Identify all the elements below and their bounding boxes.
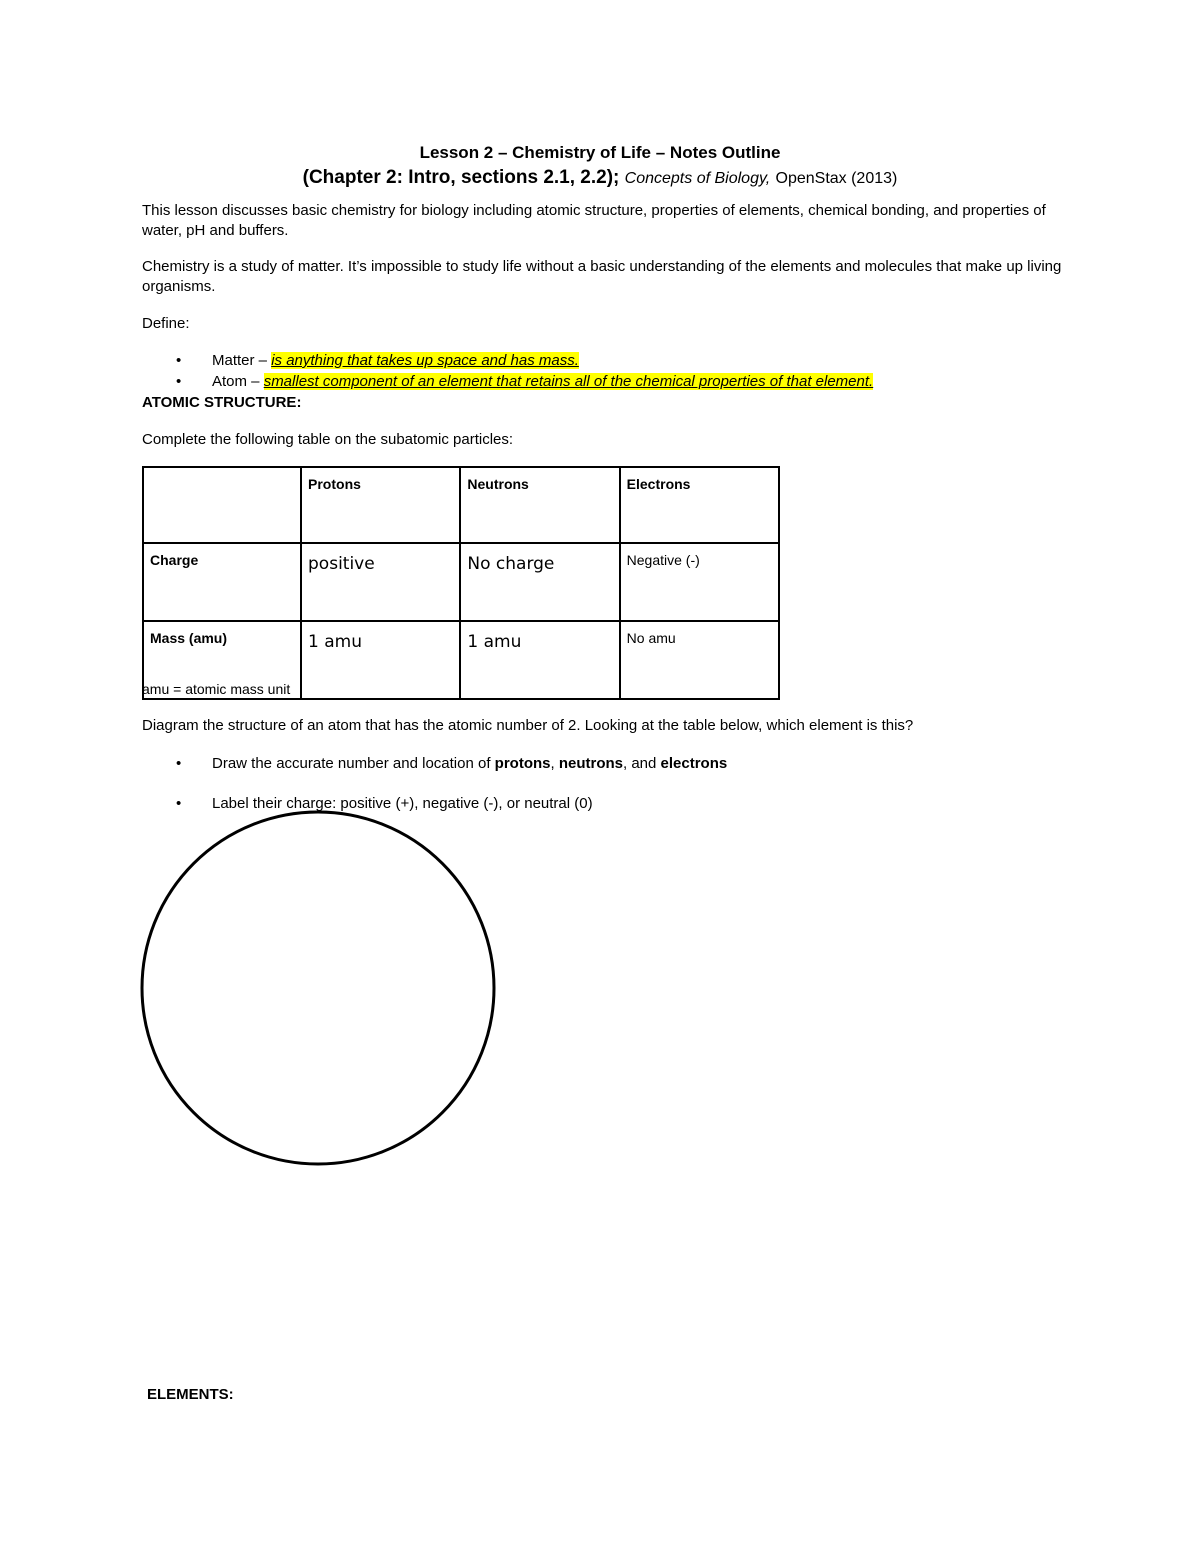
atomic-structure-heading: ATOMIC STRUCTURE: [142,394,302,411]
table-cell: 1 amu [301,621,460,699]
diagram-question: Diagram the structure of an atom that has the atomic number of 2. Looking at the table below, which element is this? [142,717,914,734]
bullet-icon: • [176,755,182,772]
table-row-label: Mass (amu) [143,621,301,699]
definition-atom [176,372,873,392]
protons-term: protons [494,755,551,772]
subatomic-particles-table [142,466,780,700]
table-row-label: Charge [143,543,301,621]
definition-term: Atom – [212,373,264,390]
neutrons-term: neutrons [558,755,623,772]
table-header-cell [143,467,301,543]
atom-outline [142,812,494,1164]
bullet-icon: • [176,795,182,812]
define-label: Define: [142,315,190,332]
atom-diagram-circle [136,808,502,1168]
table-cell: Negative (-) [620,543,779,621]
definition-answer: is anything that takes up space and has mass. [271,352,579,369]
table-header-cell: Protons [301,467,460,543]
bullet-text: , [550,755,559,772]
subtitle-publisher: OpenStax (2013) [775,170,898,187]
bullet-icon: • [176,373,182,390]
intro-paragraph-1: This lesson discusses basic chemistry for biology including atomic structure, properties of elements, chemical bonding, and properties of water, pH and buffers. [142,202,1046,239]
table-header-cell: Neutrons [460,467,619,543]
page-subtitle [0,167,1200,189]
table-cell: No charge [460,543,619,621]
table-cell: No amu [620,621,779,699]
table-header-row [143,467,779,543]
table-row [143,543,779,621]
table-instruction: Complete the following table on the subatomic particles: [142,431,514,448]
bullet-text: , and [623,755,661,772]
subtitle-book: Concepts of Biology, [624,170,771,187]
definition-matter [176,351,579,371]
bullet-text: Draw the accurate number and location of [212,755,495,772]
elements-heading: ELEMENTS: [147,1386,234,1403]
bullet-icon: • [176,352,182,369]
definition-answer: smallest component of an element that retains all of the chemical properties of that element. [263,373,874,390]
page-title: Lesson 2 – Chemistry of Life – Notes Outline [419,143,781,162]
table-cell: 1 amu [460,621,619,699]
amu-footnote: amu = atomic mass unit [142,681,291,697]
bullet-text: Label their charge: positive (+), negative (-), or neutral (0) [212,795,593,812]
subtitle-chapter: (Chapter 2: Intro, sections 2.1, 2.2); [302,167,620,188]
electrons-term: electrons [660,755,728,772]
table-cell: positive [301,543,460,621]
diagram-bullet-draw [176,754,727,774]
definition-term: Matter – [212,352,272,369]
intro-paragraph-2: Chemistry is a study of matter. It’s impossible to study life without a basic understanding of the elements and molecules that make up living organisms. [142,258,1062,295]
table-header-cell: Electrons [620,467,779,543]
